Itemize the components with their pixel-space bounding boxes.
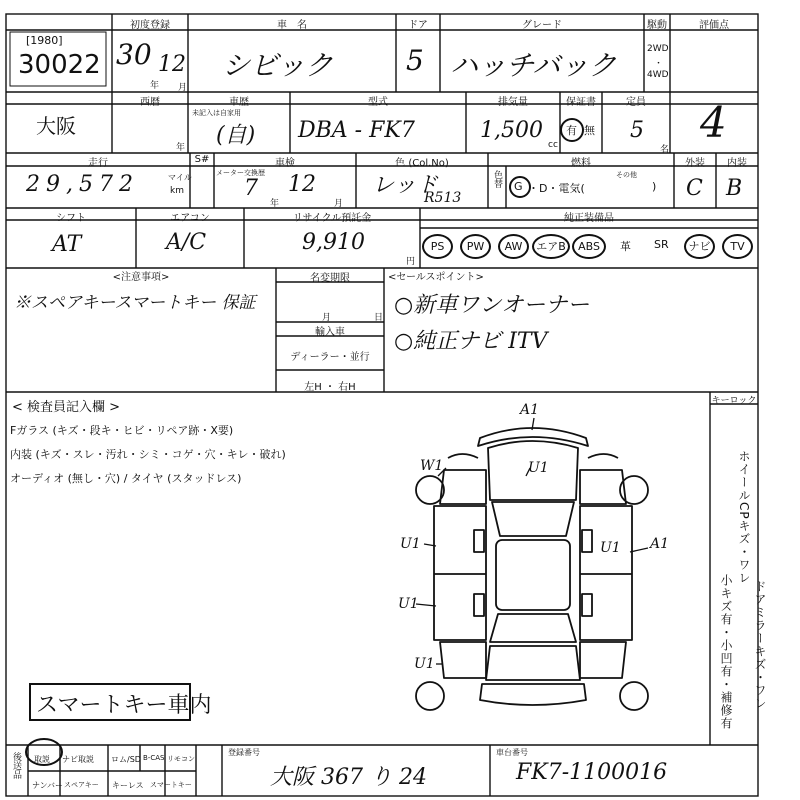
lot-number: 30022 xyxy=(18,50,101,80)
color-code: R513 xyxy=(424,190,462,206)
shift-value: AT xyxy=(52,232,82,257)
odo-note: メーター交換歴 xyxy=(216,169,265,177)
inspector-title: < 検査員記入欄 > xyxy=(12,400,121,415)
footer-item-plate: ナンバー xyxy=(32,781,64,790)
import-label: 輸入車 xyxy=(315,327,345,338)
fuel-g: G xyxy=(514,180,523,193)
wheels xyxy=(416,476,648,710)
drive-dot: ・ xyxy=(654,59,664,69)
reg-month-unit: 月 xyxy=(178,83,188,93)
model-value: DBA - FK7 xyxy=(298,118,415,143)
mark-left-front-door: U1 xyxy=(400,536,421,552)
reg-month: 12 xyxy=(158,52,186,77)
shaken-month-unit: 月 xyxy=(334,199,344,209)
fuel-label: 燃料 xyxy=(571,158,591,169)
equip-leather: 革 xyxy=(620,240,631,253)
title-expiry-day: 日 xyxy=(374,313,384,323)
footer-item-spare-key: スペアキー xyxy=(64,781,99,789)
recolor-label: 色替 xyxy=(492,170,502,188)
year-unit: 年 xyxy=(176,143,186,153)
km-unit: km xyxy=(170,186,184,196)
fuel-close: ) xyxy=(652,180,657,193)
mark-left-rear-door: U1 xyxy=(398,596,419,612)
smart-key-note: スマートキー車内 xyxy=(36,693,212,718)
mark-right-side: A1 xyxy=(650,536,670,552)
mile-unit: マイル xyxy=(168,173,192,182)
aircon-label: エアコン xyxy=(170,213,210,224)
equip-pw: PW xyxy=(460,234,491,259)
caution-label: <注意事項> xyxy=(112,272,170,283)
fuel-rest: ・D・電気( xyxy=(528,182,585,195)
shift-label: シフト xyxy=(56,213,86,224)
caution-text: ※スペアキースマートキー 保証 xyxy=(14,293,256,313)
drive-4wd: 4WD xyxy=(647,70,669,80)
footer-side-label: 後送品 xyxy=(11,752,21,779)
chassis-label: 車台番号 xyxy=(496,748,528,757)
footer-item-keyless: キーレス xyxy=(112,781,144,790)
mirror-note: ドアミラーキズ・ワレ xyxy=(753,580,767,710)
footer-item-rom: ロム/SD xyxy=(111,755,141,764)
location: 大阪 xyxy=(36,114,76,138)
footer-item-bcas: B-CAS xyxy=(143,754,165,762)
grade-label: グレード xyxy=(522,20,562,31)
warranty-label: 保証書 xyxy=(566,97,596,108)
mark-hood: U1 xyxy=(528,460,549,476)
exterior-value: C xyxy=(686,176,703,201)
shaken-month: 12 xyxy=(288,172,316,197)
lot-small: [1980] xyxy=(26,34,63,47)
inspector-line-interior: 内装 (キズ・スレ・汚れ・シミ・コゲ・穴・キレ・破れ) xyxy=(10,448,286,461)
keylock-label: キーロック xyxy=(711,396,757,406)
drive-label: 駆動 xyxy=(647,20,667,31)
drive-2wd: 2WD xyxy=(647,44,669,54)
model-label: 型式 xyxy=(368,97,388,108)
history-note: 未記入は自家用 xyxy=(192,109,241,117)
displacement-label: 排気量 xyxy=(498,97,528,108)
warranty-yes: 有 xyxy=(566,124,577,137)
s-label: S# xyxy=(194,154,210,165)
aircon-value: A/C xyxy=(166,230,207,255)
plate-label: 登録番号 xyxy=(228,748,260,757)
footer-item-navi-manual: ナビ取説 xyxy=(62,755,94,764)
selling-1: ○新車ワンオーナー xyxy=(394,293,590,318)
color-value: レッド xyxy=(372,173,438,198)
import-options: ディーラー・並行 xyxy=(290,352,370,363)
plate-value: 大阪 367 り 24 xyxy=(270,765,427,790)
equip-ps: PS xyxy=(422,234,453,259)
selling-2: ○純正ナビ ITV xyxy=(394,329,548,354)
selling-label: <セールスポイント> xyxy=(388,272,484,283)
shaken-year-unit: 年 xyxy=(270,199,280,209)
mark-right-front-door: U1 xyxy=(600,540,621,556)
western-label: 西暦 xyxy=(140,97,160,108)
chassis-value: FK7-1100016 xyxy=(516,760,668,785)
title-expiry-label: 名変期限 xyxy=(310,273,350,284)
color-label: 色 (Col.No) xyxy=(395,158,449,169)
score-label: 評価点 xyxy=(699,20,729,31)
inspector-line-glass: Fガラス (キズ・段キ・ヒビ・リペア跡・X要) xyxy=(10,424,234,437)
warranty-no: 無 xyxy=(584,124,595,137)
mark-left-fender: W1 xyxy=(420,458,444,474)
score-value: 4 xyxy=(700,98,727,147)
equip-airbag: エアB xyxy=(532,234,570,259)
handle-options: 左H ・ 右H xyxy=(304,382,356,393)
reg-year: 30 xyxy=(116,38,152,71)
mark-front-bumper: A1 xyxy=(520,402,540,418)
footer-item-smart-key: スマートキー xyxy=(150,781,192,789)
title-expiry-month: 月 xyxy=(322,313,332,323)
cc-unit: cc xyxy=(548,140,558,150)
recycle-label: リサイクル預託金 xyxy=(292,213,372,224)
history-value: (自) xyxy=(216,123,256,148)
capacity-value: 5 xyxy=(630,118,644,143)
mark-left-rear-quarter: U1 xyxy=(414,656,435,672)
reg-year-unit: 年 xyxy=(150,81,160,91)
damage-legend: 小キズ有・小凹有・補修有 xyxy=(719,574,733,730)
shaken-label: 車検 xyxy=(275,158,295,169)
car-name: シビック xyxy=(222,49,333,82)
equip-navi: ナビ xyxy=(684,234,715,259)
inspector-line-audio: オーディオ (無し・穴) / タイヤ (スタッドレス) xyxy=(10,472,242,485)
exterior-label: 外装 xyxy=(685,158,705,169)
capacity-unit: 名 xyxy=(660,145,670,155)
interior-label: 内装 xyxy=(727,158,747,169)
history-label: 車歴 xyxy=(229,97,249,108)
footer-item-manual: 取説 xyxy=(34,755,50,764)
footer-item-remote: リモコン xyxy=(167,755,195,763)
wheel-note: ホイールCPキズ・ワレ xyxy=(737,450,751,585)
equip-abs: ABS xyxy=(572,234,606,259)
grade: ハッチバック xyxy=(450,49,617,82)
equip-sr: SR xyxy=(654,238,669,251)
reg-label: 初度登録 xyxy=(130,20,170,31)
shaken-year: 7 xyxy=(244,176,258,201)
carname-label: 車 名 xyxy=(277,20,307,31)
equip-tv: TV xyxy=(722,234,753,259)
doors: 5 xyxy=(406,44,424,77)
mileage-label: 走行 xyxy=(88,158,108,169)
recycle-value: 9,910 xyxy=(302,230,365,255)
equipment-label: 純正装備品 xyxy=(564,213,614,224)
fuel-other: その他 xyxy=(616,171,637,179)
capacity-label: 定員 xyxy=(626,97,646,108)
yen-unit: 円 xyxy=(406,257,416,267)
mileage-value: 29,572 xyxy=(26,172,139,197)
displacement-value: 1,500 xyxy=(480,118,543,143)
interior-value: B xyxy=(726,176,743,201)
equip-aw: AW xyxy=(498,234,529,259)
door-label: ドア xyxy=(408,20,428,31)
